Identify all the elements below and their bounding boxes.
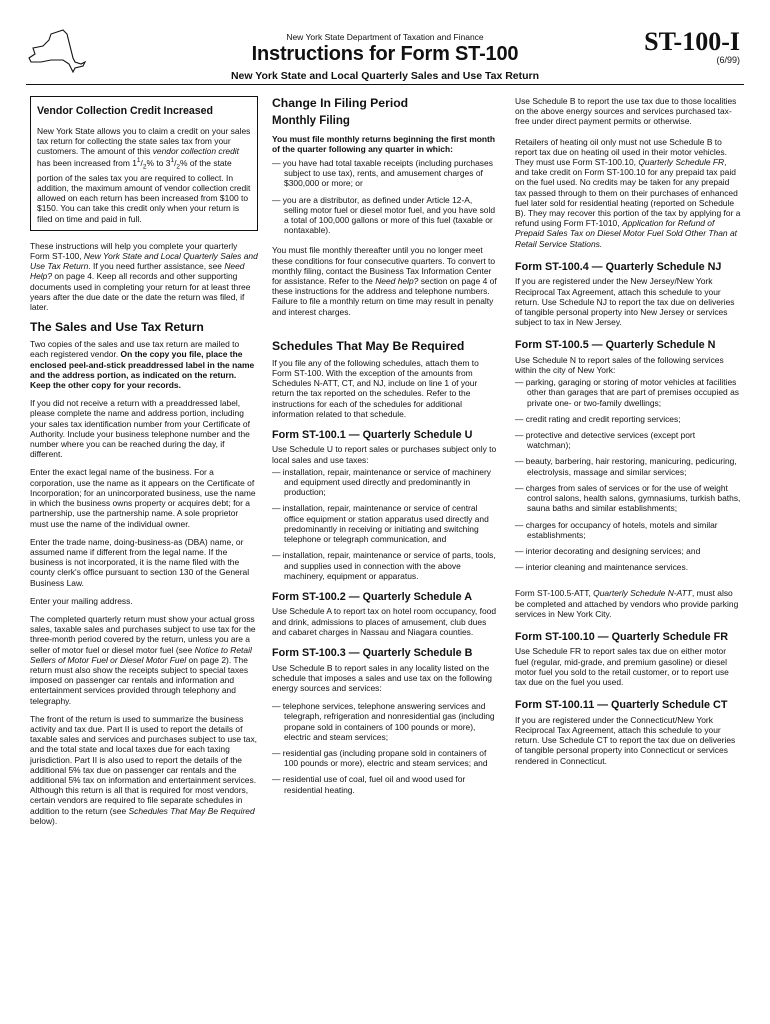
monthly-filing-lead: You must file monthly returns beginning the first month of the quarter following any quarter in which:	[272, 133, 495, 154]
page-header	[0, 0, 770, 92]
legal-name-paragraph: Enter the exact legal name of the business. For a corporation, use the name as it appears on the Certificate of Incorporation; for an unincorporated business, use the name in which the business owns property or acquires debt; for a partnership, use the partnership name. A sole proprietor must use the name of the individual owner.	[30, 467, 256, 529]
intro-paragraph: These instructions will help you complete your quarterly Form ST-100, New York State and Local Quarterly Sales and Use Tax Return. If you need further assistance, see Need Help? on page 4. Keep all records and other supporting documents used in completing your return for at least three years after the due date or the date the return was filed, if later.	[30, 240, 258, 313]
schedule-ct-paragraph: If you are registered under the Connecticut/New York Reciprocal Tax Agreement, attach this schedule to your return. Use Schedule CT to report the tax due on deliveries of tangible personal property into Connecticut or services rendered in Connecticut.	[515, 714, 736, 766]
column-middle	[272, 96, 497, 801]
completed-return-paragraph: The completed quarterly return must show your actual gross sales, taxable sales and purchases subject to use tax for the three-month period covered by the return, unless you are a seller of motor fuel or diesel motor fuel (see Notice to Retail Sellers of Motor Fuel or Diesel Motor Fuel on page 2). The return must also show the receipts subject to special taxes imposed on passenger car rentals and information and entertainment services provided through telephony and telegraphy.	[30, 613, 256, 706]
heating-oil-paragraph: Retailers of heating oil only must not use Schedule B to report tax due on heating oil used in their motor vehicles. They must use Form ST-100.10, Quarterly Schedule FR, and take credit on Form ST-100.10 for any prepaid tax paid on the fuel used. No credits may be taken for any prepaid tax passed through to them on their purchases of enhanced fuel later sold for residential heating (reported on Schedule B). They may recover this portion of the tax by applying for a refund using Form FT-1010, Application for Refund of Prepaid Sales Tax on Diesel Motor Fuel Sold Other Than at Retail Service Stations.	[515, 136, 741, 249]
schedule-ct-title: Form ST-100.11 — Quarterly Schedule CT	[515, 699, 728, 712]
schedule-fr-paragraph: Use Schedule FR to report sales tax due on either motor fuel (regular, mid-grade, and premium gasoline) or diesel motor fuel you sold to the retail customer, or to report use tax due on the fuel you used.	[515, 646, 729, 688]
schedule-b-title: Form ST-100.3 — Quarterly Schedule B	[272, 647, 473, 660]
mailing-address-paragraph: Enter your mailing address.	[30, 595, 133, 606]
header-rule	[26, 84, 744, 85]
list-item: — residential gas (including propane sold in containers of 100 pounds or more), electric and steam services; and	[272, 747, 488, 769]
form-number: ST-100-I	[644, 27, 740, 56]
column-left	[30, 96, 258, 834]
schedule-u-title: Form ST-100.1 — Quarterly Schedule U	[272, 428, 473, 441]
schedule-u-list	[272, 467, 497, 581]
section-title-change-filing-period: Change In Filing Period	[272, 96, 409, 110]
column-right	[515, 96, 741, 774]
list-item: — beauty, barbering, hair restoring, manicuring, pedicuring, electrolysis, massage and similar services;	[515, 456, 737, 477]
list-item: — telephone services, telephone answering services and telegraph, refrigeration and nonresidential gas (including propane sold in containers of 100 pounds or more), electric and steam services;	[272, 701, 495, 742]
schedule-b-list	[272, 701, 497, 795]
trade-name-paragraph: Enter the trade name, doing-business-as (DBA) name, or assumed name if different from the legal name. If the business is not incorporated, it is the name filed with the county clerk's office pursuant to section 130 of the General Business Law.	[30, 536, 250, 588]
vendor-credit-box	[30, 96, 258, 231]
list-item: — credit rating and credit reporting services;	[515, 413, 681, 424]
section-title-sales-use-tax-return: The Sales and Use Tax Return	[30, 320, 204, 335]
schedule-n-att-paragraph: Form ST-100.5-ATT, Quarterly Schedule N-ATT, must also be completed and attached by vendors who provide parking services in New York City.	[515, 588, 739, 619]
revision-date: (6/99)	[716, 55, 740, 65]
schedule-nj-title: Form ST-100.4 — Quarterly Schedule NJ	[515, 260, 722, 273]
front-of-return-paragraph: The front of the return is used to summarize the business activity and tax due. Part II is used to report the details of taxable sales and services and purchases subject to use tax, and the total state and local taxes due for each taxing jurisdiction. Part II is also used to report the details of the additional 5% tax due on passenger car rentals and the additional 5% tax on information and entertainment services. Although this return is all that is required for most vendors, certain vendors are required to file separate schedules in addition to the return (see Schedules That May Be Required below).	[30, 713, 258, 826]
schedule-a-title: Form ST-100.2 — Quarterly Schedule A	[272, 590, 473, 603]
return-copies-paragraph: Two copies of the sales and use tax return are mailed to each registered vendor. On the copy you file, place the enclosed peel-and-stick preaddressed label in the name and the address portion, as indicated on the return. Keep the other copy for your records.	[30, 339, 255, 391]
list-item: — protective and detective services (except port watchman);	[515, 430, 696, 451]
list-item: — charges for occupancy of hotels, motels and similar establishments;	[515, 519, 718, 540]
schedule-n-list	[515, 377, 741, 572]
list-item: — you have had total taxable receipts (including purchases subject to use tax), rents, and amusement charges of $300,000 or more; or	[272, 157, 493, 189]
list-item: — installation, repair, maintenance or service of central office equipment or station apparatus used directly and predominantly in receiving or initiating and switching telephone or telegraph communication, and	[272, 503, 489, 545]
monthly-filing-paragraph: You must file monthly thereafter until you no longer meet these conditions for four consecutive quarters. To convert to monthly filing, contact the Business Tax Information Center for assistance. Refer to the Need help? section on page 4 of these instructions for the address and telephone numbers. Failure to file a monthly return on time may result in penalty and interest charges.	[272, 245, 497, 317]
schedule-a-paragraph: Use Schedule A to report tax on hotel room occupancy, food and drink, admissions to places of amusement, club dues and cabaret charges in Nassau and Niagara counties.	[272, 606, 497, 637]
schedule-n-paragraph: Use Schedule N to report sales of the following services within the city of New York:	[515, 354, 724, 376]
list-item: — charges from sales of services or for the use of weight control salons, health salons, gymnasiums, turkish baths, sauna baths and similar establishments;	[515, 482, 741, 514]
list-item: — residential use of coal, fuel oil and wood used for residential heating.	[272, 774, 466, 795]
subsection-title-monthly-filing: Monthly Filing	[272, 115, 350, 127]
list-item: — parking, garaging or storing of motor vehicles at facilities other than garages that are part of premises occupied as private one- or two-family dwellings;	[515, 377, 740, 408]
schedule-b-continued-paragraph: Use Schedule B to report the use tax due to those localities on the above energy sources and services purchased tax-free under direct payment permits or otherwise.	[515, 96, 737, 127]
agency-name: New York State Department of Taxation and Finance	[286, 32, 484, 42]
monthly-filing-list	[272, 158, 497, 235]
schedule-u-paragraph: Use Schedule U to report sales or purchases subject only to local sales and use taxes:	[272, 444, 497, 465]
vendor-credit-title: Vendor Collection Credit Increased	[37, 105, 214, 117]
page-title: Instructions for Form ST-100	[251, 43, 519, 65]
list-item: — installation, repair, maintenance or service of parts, tools, and supplies used in connection with the above machinery, equipment or apparatus.	[272, 550, 496, 581]
schedule-b-paragraph: Use Schedule B to report sales in any locality listed on the schedule that imposes a sales and use tax on the following energy sources and services:	[272, 662, 492, 693]
vendor-credit-text: New York State allows you to claim a credit on your sales tax return for collecting the state sales tax from your customers. The amount of this vendor collection credit has been increased from $1^1/_2\%$ to $3^1/_2\%$ of the state portion of the sales tax you are required to collect. In addition, the maximum amount of vendor collection credit allowed on each return has been increased from $100 to $150. You can take this credit only when your return is filed on time and paid in full.	[37, 125, 251, 224]
list-item: — interior decorating and designing services; and	[515, 545, 701, 556]
section-title-schedules: Schedules That May Be Required	[272, 338, 465, 353]
list-item: — you are a distributor, as defined under Article 12-A, selling motor fuel or diesel motor fuel, and you have sold a total of 100,000 gallons or more of this fuel (taxable or nontaxable).	[272, 194, 496, 236]
page-subtitle: New York State and Local Quarterly Sales and Use Tax Return	[230, 70, 540, 82]
schedules-paragraph: If you file any of the following schedules, attach them to Form ST-100. With the exception of the amounts from Schedules N-ATT, CT, and NJ, include on line 1 of your return the tax reported on the schedules. Refer to the instructions for each of the schedules for additional information related to that schedule.	[272, 357, 479, 419]
list-item: — interior cleaning and maintenance services.	[515, 562, 689, 573]
schedule-fr-title: Form ST-100.10 — Quarterly Schedule FR	[515, 630, 729, 643]
schedule-nj-paragraph: If you are registered under the New Jersey/New York Reciprocal Tax Agreement, attach this schedule to your return. Use Schedule NJ to report the tax due on deliveries of tangible personal property into New Jersey or services subject to tax in New Jersey.	[515, 276, 735, 328]
schedule-n-title: Form ST-100.5 — Quarterly Schedule N	[515, 339, 716, 352]
no-label-paragraph: If you did not receive a return with a preaddressed label, please complete the name and address portion, including your sales tax identification number from your Certificate of Authority. Include your business telephone number and the number where you can be reached during the day, if different.	[30, 398, 250, 460]
list-item: — installation, repair, maintenance or service of machinery and equipment used directly and predominantly in production;	[272, 466, 492, 498]
